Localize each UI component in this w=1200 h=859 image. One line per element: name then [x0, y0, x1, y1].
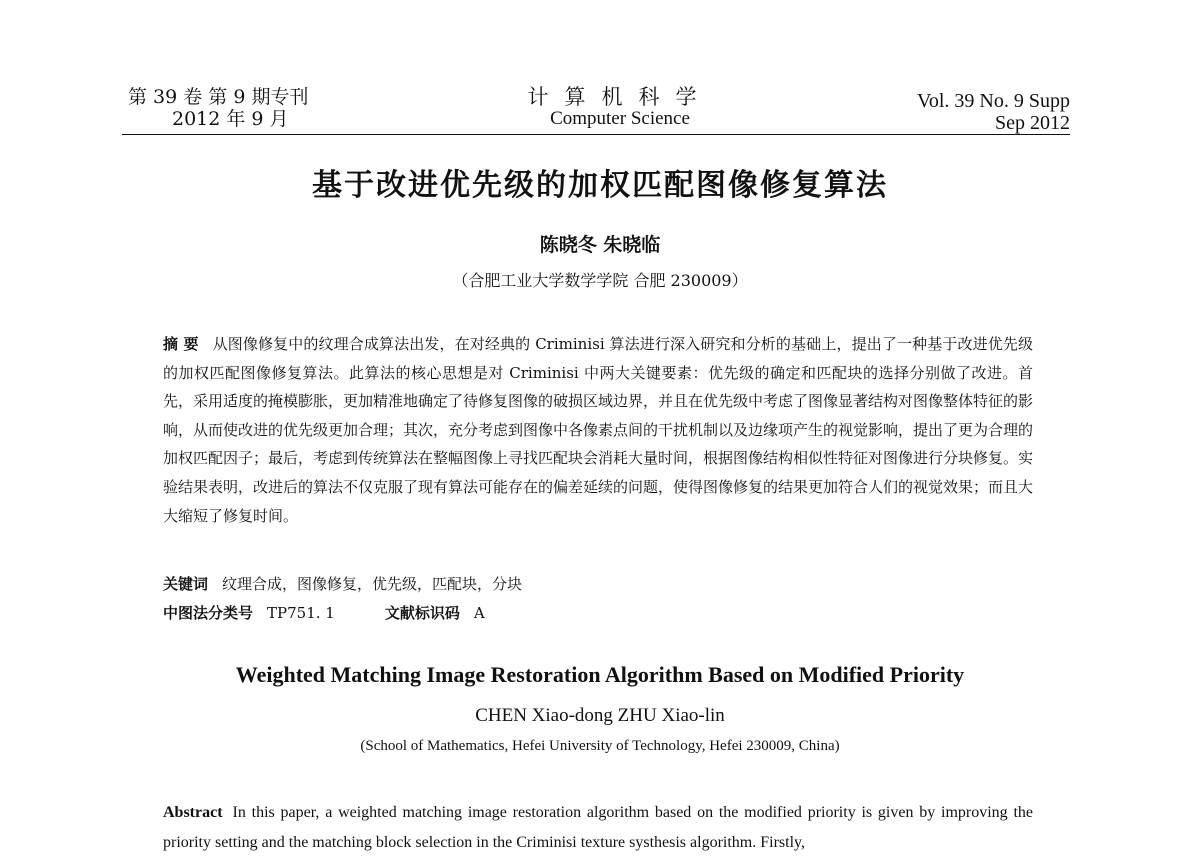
abstract-cn-text: 从图像修复中的纹理合成算法出发，在对经典的 Criminisi 算法进行深入研究和分析的基础上，提出了一种基于改进优先级的加权匹配图像修复算法。此算法的核心思想是对 Criminisi 中两大关键要素：优先级的确定和匹配块的选择分别做了改进。首先，采用适度的掩模膨胀，更加精准地确定了待修复图像的破损区域边界，并且在优先级中考虑了图像显著结构对图像整体特征的影响，从而使改进的优先级更加合理；其次，充分考虑到图像中各像素点间的干扰机制以及边缘项产生的视觉影响，提出了更为合理的加权匹配因子；最后，考虑到传统算法在整幅图像上寻找匹配块会消耗大量时间，根据图像结构相似性特征对图像进行分块修复。实验结果表明，改进后的算法不仅克服了现有算法可能存在的偏差延续的问题，使得图像修复的结果更加符合人们的视觉效果；而且大大缩短了修复时间。: [163, 335, 1034, 525]
clc-value: TP751. 1: [267, 604, 335, 622]
abstract-en: [163, 798, 1033, 858]
abstract-cn: [163, 330, 1033, 530]
abstract-en-label: Abstract: [163, 804, 223, 821]
volume-issue: 第 39 卷 第 9 期专刊: [128, 86, 309, 108]
paper-title-cn: 基于改进优先级的加权匹配图像修复算法: [312, 168, 888, 203]
affiliation-cn: （合肥工业大学数学学院 合肥 230009）: [452, 271, 748, 290]
keywords: [163, 573, 1033, 594]
authors-en: CHEN Xiao-dong ZHU Xiao-lin: [475, 705, 725, 726]
keywords-label: 关键词: [163, 575, 209, 593]
keywords-text: 纹理合成，图像修复，优先级，匹配块，分块: [222, 575, 523, 593]
clc-label: 中图法分类号: [163, 604, 254, 622]
issue-date-en: Sep 2012: [995, 112, 1070, 134]
authors-cn: 陈晓冬 朱晓临: [539, 234, 661, 256]
issue-info-en: [917, 90, 1070, 134]
journal-name-cn: 计算机科学: [527, 85, 713, 109]
header-rule: [122, 134, 1070, 135]
doc-code-label: 文献标识码: [384, 604, 460, 622]
issue-date: 2012 年 9 月: [172, 108, 289, 130]
doc-code-value: A: [473, 604, 485, 622]
affiliation-en: (School of Mathematics, Hefei University of Technology, Hefei 230009, China): [360, 738, 840, 754]
volume-issue-en: Vol. 39 No. 9 Supp: [917, 90, 1070, 112]
journal-name: [470, 86, 770, 130]
issue-info: [128, 86, 308, 130]
abstract-cn-label: 摘 要: [163, 335, 199, 353]
paper-title-en: Weighted Matching Image Restoration Algorithm Based on Modified Priority: [235, 662, 965, 687]
abstract-en-text: In this paper, a weighted matching image restoration algorithm based on the modified priority is given by improving the priority setting and the matching block selection in the Criminisi texture systhesis algorithm. Firstly,: [163, 804, 1033, 851]
journal-name-en: Computer Science: [550, 108, 690, 129]
classification: [163, 602, 1033, 623]
